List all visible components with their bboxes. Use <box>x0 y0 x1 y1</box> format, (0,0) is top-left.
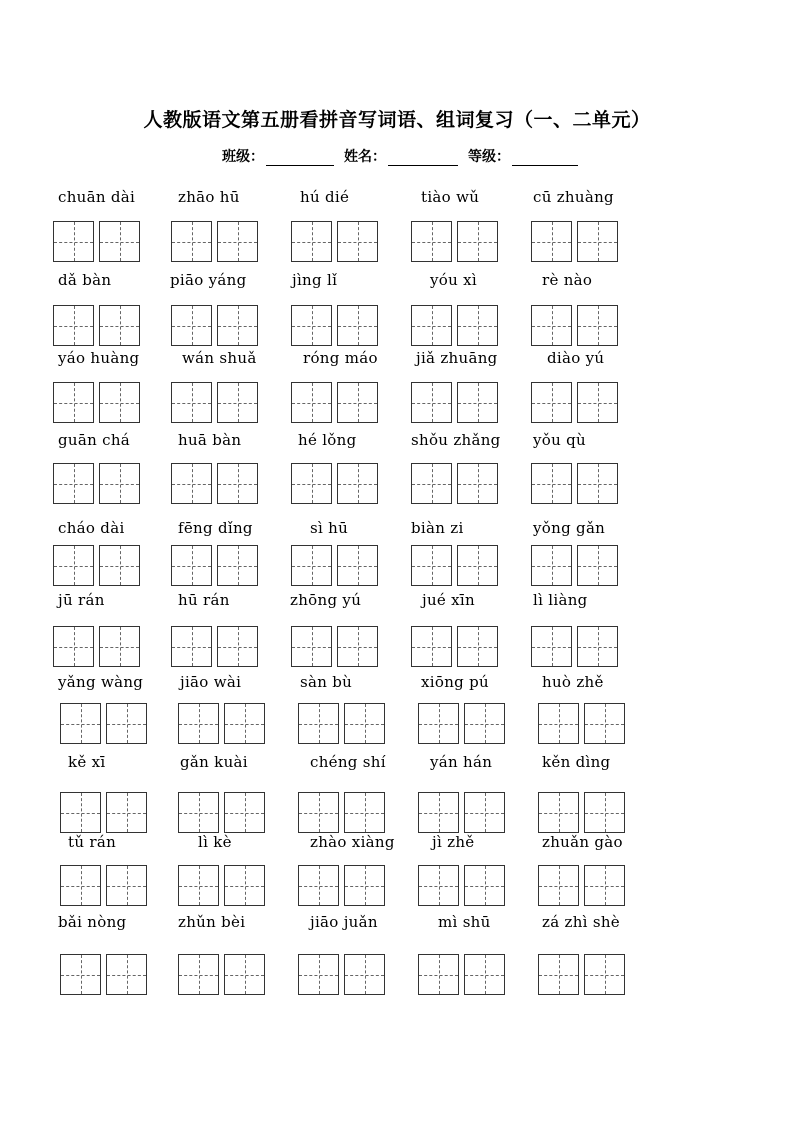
tian-zi-ge-box[interactable] <box>53 221 94 262</box>
writing-box-pair <box>53 305 145 346</box>
tian-zi-ge-box[interactable] <box>538 703 579 744</box>
writing-box-pair <box>178 792 270 833</box>
tian-zi-ge-box[interactable] <box>171 626 212 667</box>
tian-zi-ge-box[interactable] <box>337 545 378 586</box>
pinyin-label: xiōng pú <box>421 673 489 691</box>
tian-zi-ge-box[interactable] <box>344 792 385 833</box>
writing-box-pair <box>538 792 630 833</box>
pinyin-label: zhāo hū <box>178 188 240 206</box>
pinyin-label: zá zhì shè <box>542 913 620 931</box>
pinyin-label: mì shū <box>438 913 491 931</box>
writing-box-pair <box>291 221 383 262</box>
pinyin-label: lì liàng <box>533 591 588 609</box>
tian-zi-ge-box[interactable] <box>171 305 212 346</box>
writing-box-pair <box>298 954 390 995</box>
pinyin-label: kě xī <box>68 753 106 771</box>
tian-zi-ge-box[interactable] <box>584 954 625 995</box>
pinyin-label: cū zhuàng <box>533 188 614 206</box>
writing-box-pair <box>178 865 270 906</box>
writing-box-pair <box>538 954 630 995</box>
tian-zi-ge-box[interactable] <box>217 305 258 346</box>
tian-zi-ge-box[interactable] <box>411 382 452 423</box>
tian-zi-ge-box[interactable] <box>344 703 385 744</box>
writing-box-pair <box>418 954 510 995</box>
writing-box-pair <box>291 545 383 586</box>
tian-zi-ge-box[interactable] <box>577 221 618 262</box>
tian-zi-ge-box[interactable] <box>291 221 332 262</box>
tian-zi-ge-box[interactable] <box>298 703 339 744</box>
tian-zi-ge-box[interactable] <box>298 954 339 995</box>
tian-zi-ge-box[interactable] <box>584 792 625 833</box>
tian-zi-ge-box[interactable] <box>224 792 265 833</box>
writing-box-pair <box>298 703 390 744</box>
pinyin-label: jiāo juǎn <box>310 913 378 931</box>
tian-zi-ge-box[interactable] <box>60 865 101 906</box>
name-blank[interactable] <box>388 151 458 166</box>
writing-box-pair <box>291 463 383 504</box>
writing-box-pair <box>411 221 503 262</box>
tian-zi-ge-box[interactable] <box>60 954 101 995</box>
writing-box-pair <box>411 626 503 667</box>
tian-zi-ge-box[interactable] <box>53 382 94 423</box>
writing-box-pair <box>291 305 383 346</box>
tian-zi-ge-box[interactable] <box>411 626 452 667</box>
tian-zi-ge-box[interactable] <box>53 626 94 667</box>
writing-box-pair <box>411 305 503 346</box>
tian-zi-ge-box[interactable] <box>411 221 452 262</box>
pinyin-label: jiāo wài <box>180 673 242 691</box>
pinyin-label: jiǎ zhuāng <box>416 349 498 367</box>
writing-box-pair <box>60 865 152 906</box>
pinyin-label: bǎi nòng <box>58 913 127 931</box>
tian-zi-ge-box[interactable] <box>178 703 219 744</box>
pinyin-label: guān chá <box>58 431 131 449</box>
tian-zi-ge-box[interactable] <box>291 545 332 586</box>
student-info-line <box>222 146 578 166</box>
writing-box-pair <box>53 221 145 262</box>
tian-zi-ge-box[interactable] <box>217 463 258 504</box>
tian-zi-ge-box[interactable] <box>531 626 572 667</box>
pinyin-label: tiào wǔ <box>421 188 480 206</box>
page-title: 人教版语文第五册看拼音写词语、组词复习（一、二单元） <box>143 109 651 131</box>
writing-box-pair <box>53 463 145 504</box>
pinyin-label: shǒu zhǎng <box>411 431 501 449</box>
pinyin-label: yǎng wàng <box>58 673 144 691</box>
tian-zi-ge-box[interactable] <box>457 221 498 262</box>
writing-box-pair <box>418 703 510 744</box>
tian-zi-ge-box[interactable] <box>531 463 572 504</box>
writing-box-pair <box>531 305 623 346</box>
tian-zi-ge-box[interactable] <box>464 954 505 995</box>
tian-zi-ge-box[interactable] <box>291 382 332 423</box>
pinyin-label: cháo dài <box>58 519 125 537</box>
pinyin-label: piāo yáng <box>170 271 247 289</box>
pinyin-label: hú dié <box>300 188 350 206</box>
pinyin-label: jì zhě <box>432 833 475 851</box>
tian-zi-ge-box[interactable] <box>291 305 332 346</box>
writing-box-pair <box>538 865 630 906</box>
tian-zi-ge-box[interactable] <box>99 463 140 504</box>
tian-zi-ge-box[interactable] <box>584 703 625 744</box>
tian-zi-ge-box[interactable] <box>337 221 378 262</box>
grade-blank[interactable] <box>512 151 578 166</box>
pinyin-label: chéng shí <box>310 753 386 771</box>
writing-box-pair <box>291 382 383 423</box>
tian-zi-ge-box[interactable] <box>178 792 219 833</box>
writing-box-pair <box>171 221 263 262</box>
tian-zi-ge-box[interactable] <box>178 954 219 995</box>
tian-zi-ge-box[interactable] <box>178 865 219 906</box>
writing-box-pair <box>418 865 510 906</box>
tian-zi-ge-box[interactable] <box>584 865 625 906</box>
tian-zi-ge-box[interactable] <box>106 703 147 744</box>
pinyin-label: zhào xiàng <box>310 833 395 851</box>
tian-zi-ge-box[interactable] <box>464 792 505 833</box>
writing-box-pair <box>531 545 623 586</box>
tian-zi-ge-box[interactable] <box>99 221 140 262</box>
pinyin-label: lì kè <box>198 833 232 851</box>
tian-zi-ge-box[interactable] <box>53 545 94 586</box>
tian-zi-ge-box[interactable] <box>531 221 572 262</box>
tian-zi-ge-box[interactable] <box>60 703 101 744</box>
pinyin-label: fēng dǐng <box>178 519 253 537</box>
tian-zi-ge-box[interactable] <box>577 626 618 667</box>
tian-zi-ge-box[interactable] <box>217 545 258 586</box>
class-label: 班级： <box>222 149 264 165</box>
tian-zi-ge-box[interactable] <box>106 865 147 906</box>
pinyin-label: yán hán <box>430 753 493 771</box>
writing-box-pair <box>298 865 390 906</box>
pinyin-label: huā bàn <box>178 431 242 449</box>
pinyin-label: gǎn kuài <box>180 753 248 771</box>
writing-box-pair <box>53 382 145 423</box>
writing-box-pair <box>60 703 152 744</box>
pinyin-label: hé lǒng <box>298 431 357 449</box>
tian-zi-ge-box[interactable] <box>337 382 378 423</box>
pinyin-label: zhǔn bèi <box>178 913 246 931</box>
tian-zi-ge-box[interactable] <box>344 865 385 906</box>
tian-zi-ge-box[interactable] <box>291 463 332 504</box>
tian-zi-ge-box[interactable] <box>411 463 452 504</box>
pinyin-label: yóu xì <box>430 271 477 289</box>
tian-zi-ge-box[interactable] <box>577 382 618 423</box>
tian-zi-ge-box[interactable] <box>99 626 140 667</box>
writing-box-pair <box>53 545 145 586</box>
pinyin-label: rè nào <box>542 271 593 289</box>
pinyin-label: zhuǎn gào <box>542 833 623 851</box>
tian-zi-ge-box[interactable] <box>99 305 140 346</box>
pinyin-label: tǔ rán <box>68 833 117 851</box>
tian-zi-ge-box[interactable] <box>531 305 572 346</box>
pinyin-label: dǎ bàn <box>58 271 112 289</box>
tian-zi-ge-box[interactable] <box>457 305 498 346</box>
writing-box-pair <box>53 626 145 667</box>
pinyin-label: yáo huàng <box>58 349 140 367</box>
writing-box-pair <box>531 382 623 423</box>
writing-box-pair <box>171 382 263 423</box>
writing-box-pair <box>538 703 630 744</box>
pinyin-label: biàn zi <box>411 519 464 537</box>
name-label: 姓名： <box>344 149 386 165</box>
tian-zi-ge-box[interactable] <box>99 545 140 586</box>
tian-zi-ge-box[interactable] <box>217 382 258 423</box>
tian-zi-ge-box[interactable] <box>344 954 385 995</box>
tian-zi-ge-box[interactable] <box>577 463 618 504</box>
writing-box-pair <box>178 954 270 995</box>
writing-box-pair <box>60 954 152 995</box>
pinyin-label: jìng lǐ <box>292 271 338 289</box>
writing-box-pair <box>531 626 623 667</box>
pinyin-label: yǒu qù <box>533 431 586 449</box>
tian-zi-ge-box[interactable] <box>464 865 505 906</box>
grade-label: 等级： <box>468 149 510 165</box>
tian-zi-ge-box[interactable] <box>577 545 618 586</box>
tian-zi-ge-box[interactable] <box>106 792 147 833</box>
tian-zi-ge-box[interactable] <box>418 792 459 833</box>
tian-zi-ge-box[interactable] <box>106 954 147 995</box>
tian-zi-ge-box[interactable] <box>538 865 579 906</box>
tian-zi-ge-box[interactable] <box>457 382 498 423</box>
tian-zi-ge-box[interactable] <box>224 954 265 995</box>
tian-zi-ge-box[interactable] <box>217 221 258 262</box>
tian-zi-ge-box[interactable] <box>53 305 94 346</box>
tian-zi-ge-box[interactable] <box>577 305 618 346</box>
pinyin-label: róng máo <box>303 349 378 367</box>
pinyin-label: jū rán <box>58 591 105 609</box>
tian-zi-ge-box[interactable] <box>337 626 378 667</box>
tian-zi-ge-box[interactable] <box>531 382 572 423</box>
writing-box-pair <box>418 792 510 833</box>
tian-zi-ge-box[interactable] <box>538 792 579 833</box>
pinyin-label: sàn bù <box>300 673 353 691</box>
tian-zi-ge-box[interactable] <box>457 545 498 586</box>
writing-box-pair <box>411 463 503 504</box>
writing-box-pair <box>531 221 623 262</box>
tian-zi-ge-box[interactable] <box>171 382 212 423</box>
writing-box-pair <box>171 545 263 586</box>
pinyin-label: hū rán <box>178 591 230 609</box>
tian-zi-ge-box[interactable] <box>53 463 94 504</box>
tian-zi-ge-box[interactable] <box>171 221 212 262</box>
pinyin-label: kěn dìng <box>542 753 611 771</box>
writing-box-pair <box>411 382 503 423</box>
pinyin-label: jué xīn <box>422 591 475 609</box>
pinyin-label: wán shuǎ <box>182 349 257 367</box>
writing-box-pair <box>60 792 152 833</box>
tian-zi-ge-box[interactable] <box>418 865 459 906</box>
tian-zi-ge-box[interactable] <box>99 382 140 423</box>
tian-zi-ge-box[interactable] <box>411 305 452 346</box>
writing-box-pair <box>171 305 263 346</box>
tian-zi-ge-box[interactable] <box>457 463 498 504</box>
tian-zi-ge-box[interactable] <box>337 463 378 504</box>
pinyin-label: diào yú <box>547 349 605 367</box>
tian-zi-ge-box[interactable] <box>538 954 579 995</box>
writing-box-pair <box>411 545 503 586</box>
writing-box-pair <box>298 792 390 833</box>
writing-box-pair <box>171 463 263 504</box>
tian-zi-ge-box[interactable] <box>464 703 505 744</box>
writing-box-pair <box>291 626 383 667</box>
pinyin-label: chuān dài <box>58 188 136 206</box>
tian-zi-ge-box[interactable] <box>457 626 498 667</box>
tian-zi-ge-box[interactable] <box>418 703 459 744</box>
tian-zi-ge-box[interactable] <box>60 792 101 833</box>
pinyin-label: sì hū <box>310 519 349 537</box>
tian-zi-ge-box[interactable] <box>337 305 378 346</box>
writing-box-pair <box>171 626 263 667</box>
pinyin-label: yǒng gǎn <box>533 519 606 537</box>
tian-zi-ge-box[interactable] <box>531 545 572 586</box>
pinyin-label: huò zhě <box>542 673 604 691</box>
tian-zi-ge-box[interactable] <box>291 626 332 667</box>
writing-box-pair <box>531 463 623 504</box>
tian-zi-ge-box[interactable] <box>418 954 459 995</box>
pinyin-label: zhōng yú <box>290 591 362 609</box>
tian-zi-ge-box[interactable] <box>171 463 212 504</box>
tian-zi-ge-box[interactable] <box>298 865 339 906</box>
writing-box-pair <box>178 703 270 744</box>
class-blank[interactable] <box>266 151 334 166</box>
tian-zi-ge-box[interactable] <box>298 792 339 833</box>
tian-zi-ge-box[interactable] <box>224 865 265 906</box>
tian-zi-ge-box[interactable] <box>411 545 452 586</box>
tian-zi-ge-box[interactable] <box>217 626 258 667</box>
tian-zi-ge-box[interactable] <box>171 545 212 586</box>
tian-zi-ge-box[interactable] <box>224 703 265 744</box>
